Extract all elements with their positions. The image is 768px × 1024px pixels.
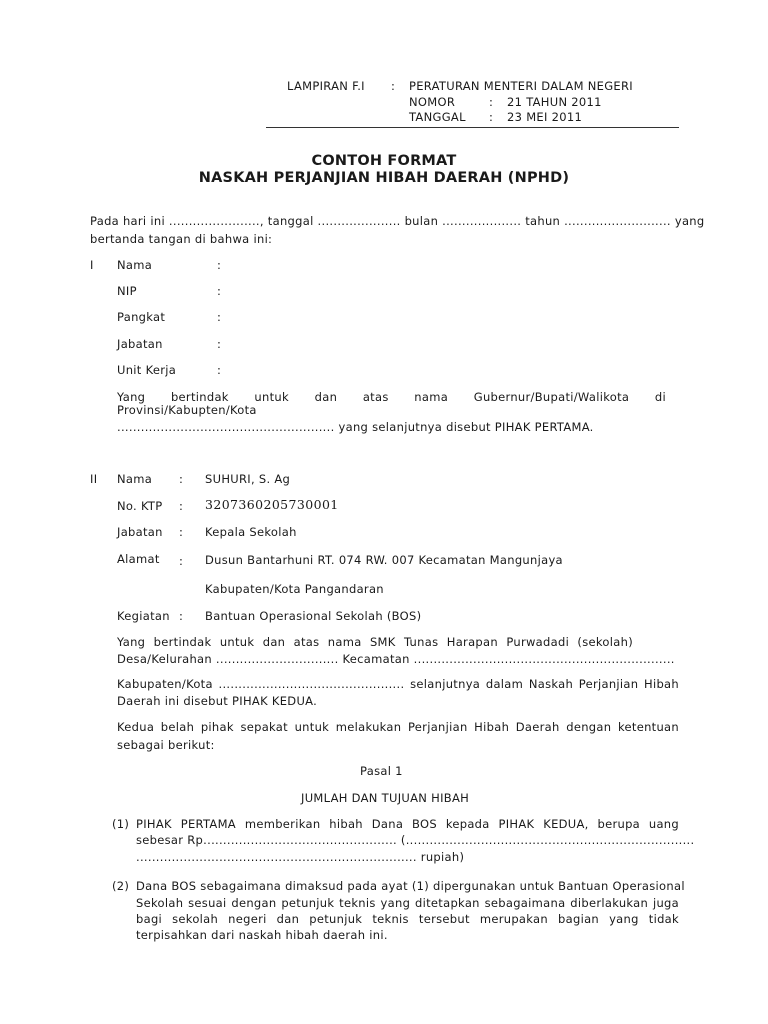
pasal-item1-number: (1): [112, 817, 130, 831]
party1-number: I: [90, 258, 94, 272]
party1-jabatan-label: Jabatan: [117, 337, 163, 351]
party1-pangkat-label: Pangkat: [117, 310, 166, 324]
party2-alamat-label: Alamat: [117, 552, 160, 566]
party2-jabatan-label: Jabatan: [117, 525, 163, 539]
party2-kegiatan-separator: :: [179, 609, 184, 623]
lampiran-separator: :: [391, 79, 396, 93]
document-title-line2: NASKAH PERJANJIAN HIBAH DAERAH (NPHD): [198, 170, 570, 186]
pasal-item2-line3: bagi sekolah negeri dan petunjuk teknis tersebut merupakan bagian yang tidak: [136, 912, 679, 926]
party2-alamat-separator: :: [179, 554, 184, 568]
party2-ktp-value: 3207360205730001: [205, 497, 339, 512]
party2-nama-value: SUHURI, S. Ag: [205, 472, 291, 486]
intro-line1: Pada hari ini ......................., tanggal ..................... bulan .................... tahun ........................... yang: [90, 214, 705, 228]
party1-nip-label: NIP: [117, 284, 137, 298]
party2-jabatan-separator: :: [179, 525, 184, 539]
pasal-item2-number: (2): [112, 879, 130, 893]
party2-ktp-separator: :: [179, 499, 184, 513]
party2-alamat-value: Dusun Bantarhuni RT. 074 RW. 007 Kecamatan Mangunjaya: [205, 553, 563, 567]
tanggal-separator: :: [489, 110, 494, 124]
party1-nip-separator: :: [217, 284, 222, 298]
party1-nama-label: Nama: [117, 258, 153, 272]
pasal-item2-line4: terpisahkan dari naskah hibah daerah ini.: [136, 928, 388, 942]
party1-unitkerja-separator: :: [217, 363, 222, 377]
tanggal-label: TANGGAL: [409, 110, 466, 124]
nomor-separator: :: [489, 95, 494, 109]
pasal-item1-line3: ....................................................................... rupiah): [136, 850, 465, 864]
party2-kegiatan-value: Bantuan Operasional Sekolah (BOS): [205, 609, 422, 623]
header-divider: [266, 127, 679, 128]
document-title-line1: CONTOH FORMAT: [311, 153, 457, 169]
party2-kegiatan-label: Kegiatan: [117, 609, 170, 623]
party2-alamat-value2: Kabupaten/Kota Pangandaran: [205, 582, 384, 596]
party1-pangkat-separator: :: [217, 310, 222, 324]
party2-acting-line3: Kabupaten/Kota ............................................... selanjutnya dalam Naskah Perjanjian Hibah: [117, 677, 679, 691]
party1-acting-line2: Provinsi/Kabupten/Kota: [117, 403, 257, 417]
party1-nama-separator: :: [217, 258, 222, 272]
party2-acting-line1: Yang bertindak untuk dan atas nama SMK Tunas Harapan Purwadadi (sekolah): [117, 635, 633, 649]
party2-acting-line4: Daerah ini disebut PIHAK KEDUA.: [117, 694, 318, 708]
pasal-item1-line2: sebesar Rp................................................. (.........................................................................: [136, 833, 695, 847]
party2-nama-separator: :: [179, 472, 184, 486]
lampiran-label: LAMPIRAN F.I: [287, 79, 365, 93]
party2-ktp-label: No. KTP: [117, 499, 163, 513]
party1-jabatan-separator: :: [217, 337, 222, 351]
party2-acting-line2: Desa/Kelurahan ............................... Kecamatan ..................................................................: [117, 652, 675, 666]
pasal-subtitle: JUMLAH DAN TUJUAN HIBAH: [301, 791, 470, 805]
agreement-line1: Kedua belah pihak sepakat untuk melakukan Perjanjian Hibah Daerah dengan ketentuan: [117, 720, 679, 734]
intro-line2: bertanda tangan di bahwa ini:: [90, 232, 273, 246]
party1-acting-line3: ....................................................... yang selanjutnya disebut PIHAK PERTAMA.: [117, 420, 594, 434]
pasal-item1-line1: PIHAK PERTAMA memberikan hibah Dana BOS kepada PIHAK KEDUA, berupa uang: [136, 817, 679, 831]
party2-nama-label: Nama: [117, 472, 153, 486]
peraturan-title: PERATURAN MENTERI DALAM NEGERI: [409, 79, 633, 93]
nomor-value: 21 TAHUN 2011: [507, 95, 602, 109]
party1-acting-line1: Yang bertindak untuk dan atas nama Gubernur/Bupati/Walikota di: [117, 390, 666, 404]
party1-unitkerja-label: Unit Kerja: [117, 363, 177, 377]
agreement-line2: sebagai berikut:: [117, 738, 215, 752]
pasal-item2-line2: Sekolah sesuai dengan petunjuk teknis yang ditetapkan sebagaimana diberlakukan juga: [136, 896, 679, 910]
party2-number: II: [90, 472, 98, 486]
nomor-label: NOMOR: [409, 95, 456, 109]
tanggal-value: 23 MEI 2011: [507, 110, 583, 124]
party2-jabatan-value: Kepala Sekolah: [205, 525, 297, 539]
pasal-item2-line1: Dana BOS sebagaimana dimaksud pada ayat (1) dipergunakan untuk Bantuan Operasional: [136, 879, 685, 893]
pasal-title: Pasal 1: [360, 764, 403, 778]
